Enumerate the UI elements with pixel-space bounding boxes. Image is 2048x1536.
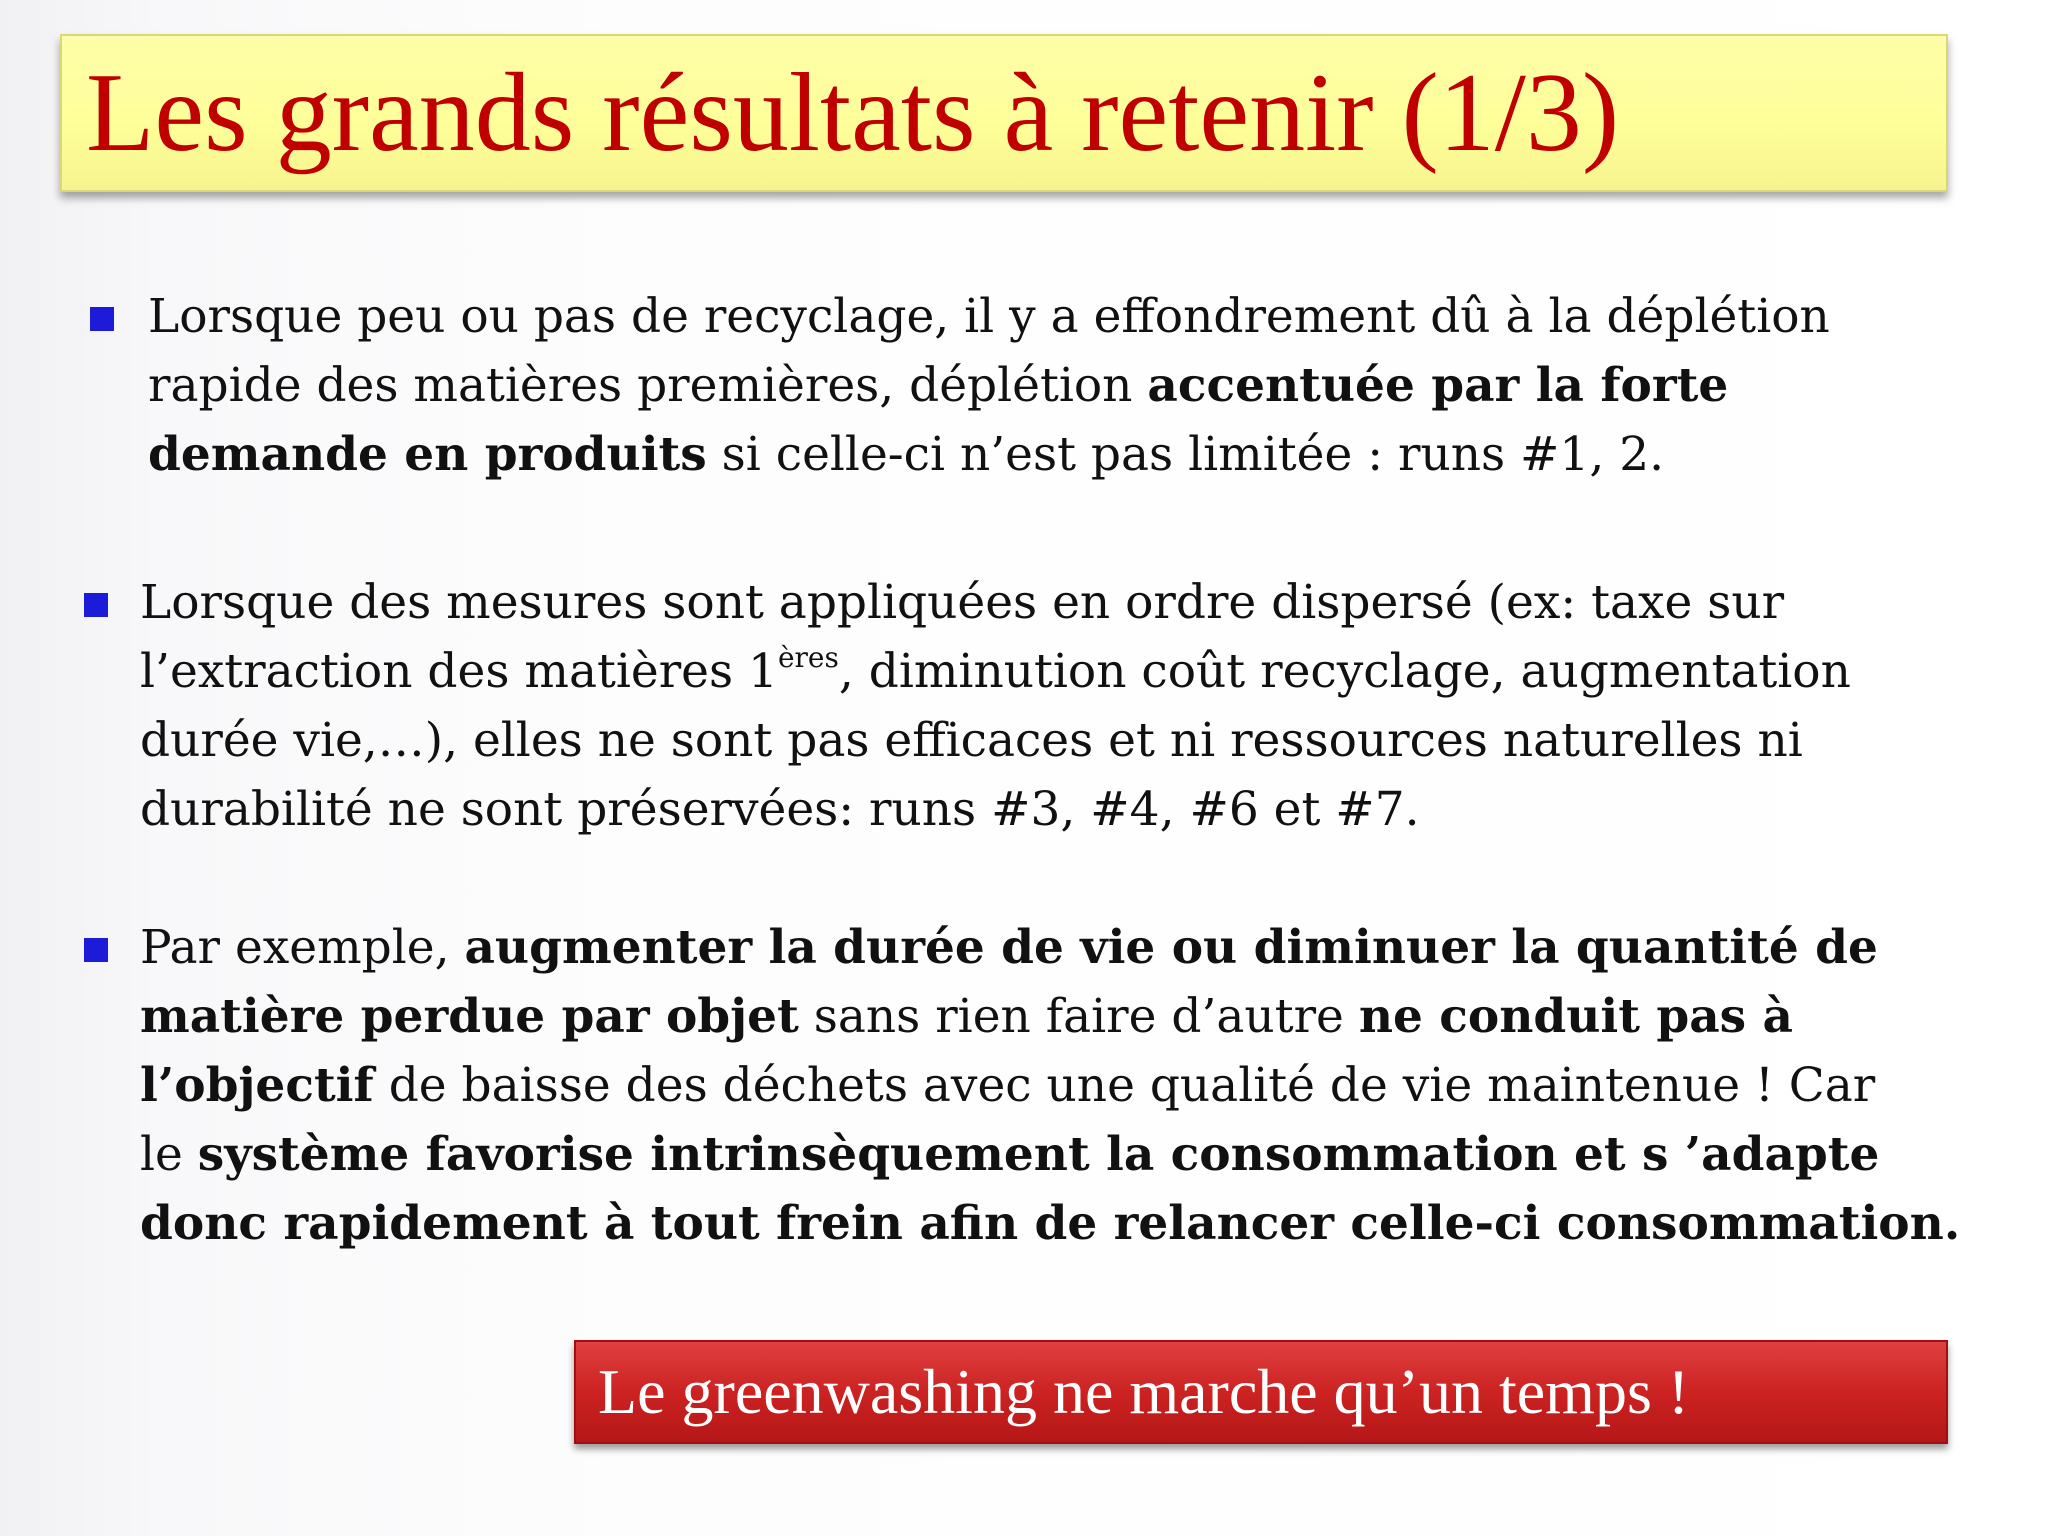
bold-text-run: accentuée par la forte (1147, 358, 1729, 413)
bold-text-run: donc rapidement à tout frein afin de relancer celle-ci consommation. (140, 1196, 1961, 1251)
text-line (148, 282, 1830, 351)
text-line (148, 420, 1830, 489)
callout-text: Le greenwashing ne marche qu’un temps ! (598, 1356, 1690, 1427)
bullet-2-text (140, 568, 1851, 844)
text-line (140, 1120, 1960, 1189)
bold-text-run: augmenter la durée de vie ou diminuer la quantité de (464, 920, 1878, 975)
text-line (148, 351, 1830, 420)
text-run: si celle-ci n’est pas limitée : runs #1, 2. (706, 427, 1665, 482)
text-run: l’extraction des matières 1 (140, 644, 778, 699)
text-run: Lorsque des mesures sont appliquées en ordre dispersé (ex: taxe sur (140, 575, 1785, 630)
text-line (140, 982, 1960, 1051)
callout-banner (574, 1340, 1948, 1444)
text-line (140, 706, 1851, 775)
text-line (140, 913, 1960, 982)
text-run: rapide des matières premières, déplétion (148, 358, 1148, 413)
text-run: Par exemple, (140, 920, 465, 975)
bold-text-run: système favorise intrinsèquement la consommation et s ’adapte (197, 1127, 1880, 1182)
text-run: durabilité ne sont préservées: runs #3, #4, #6 et #7. (140, 782, 1420, 837)
text-run: , diminution coût recyclage, augmentation (838, 644, 1851, 699)
bold-text-run: matière perdue par objet (140, 989, 799, 1044)
slide-title: Les grands résultats à retenir (1/3) (86, 51, 1620, 175)
square-bullet-icon (84, 938, 108, 962)
square-bullet-icon (84, 593, 108, 617)
text-line (140, 775, 1851, 844)
text-run: durée vie,…), elles ne sont pas efficaces et ni ressources naturelles ni (140, 713, 1803, 768)
square-bullet-icon (90, 307, 114, 331)
bullet-3-text (140, 913, 1960, 1258)
text-run: de baisse des déchets avec une qualité de vie maintenue ! Car (373, 1058, 1876, 1113)
text-line (140, 1189, 1960, 1258)
bold-text-run: l’objectif (140, 1058, 374, 1113)
text-run: sans rien faire d’autre (798, 989, 1359, 1044)
text-run: Lorsque peu ou pas de recyclage, il y a effondrement dû à la déplétion (148, 289, 1830, 344)
bold-text-run: ne conduit pas à (1358, 989, 1793, 1044)
text-run: le (140, 1127, 198, 1182)
superscript-run: ères (777, 641, 839, 674)
bold-text-run: demande en produits (148, 427, 707, 482)
text-line (140, 637, 1851, 706)
title-banner (60, 34, 1948, 192)
bullet-1-text (148, 282, 1830, 489)
text-line (140, 568, 1851, 637)
text-line (140, 1051, 1960, 1120)
